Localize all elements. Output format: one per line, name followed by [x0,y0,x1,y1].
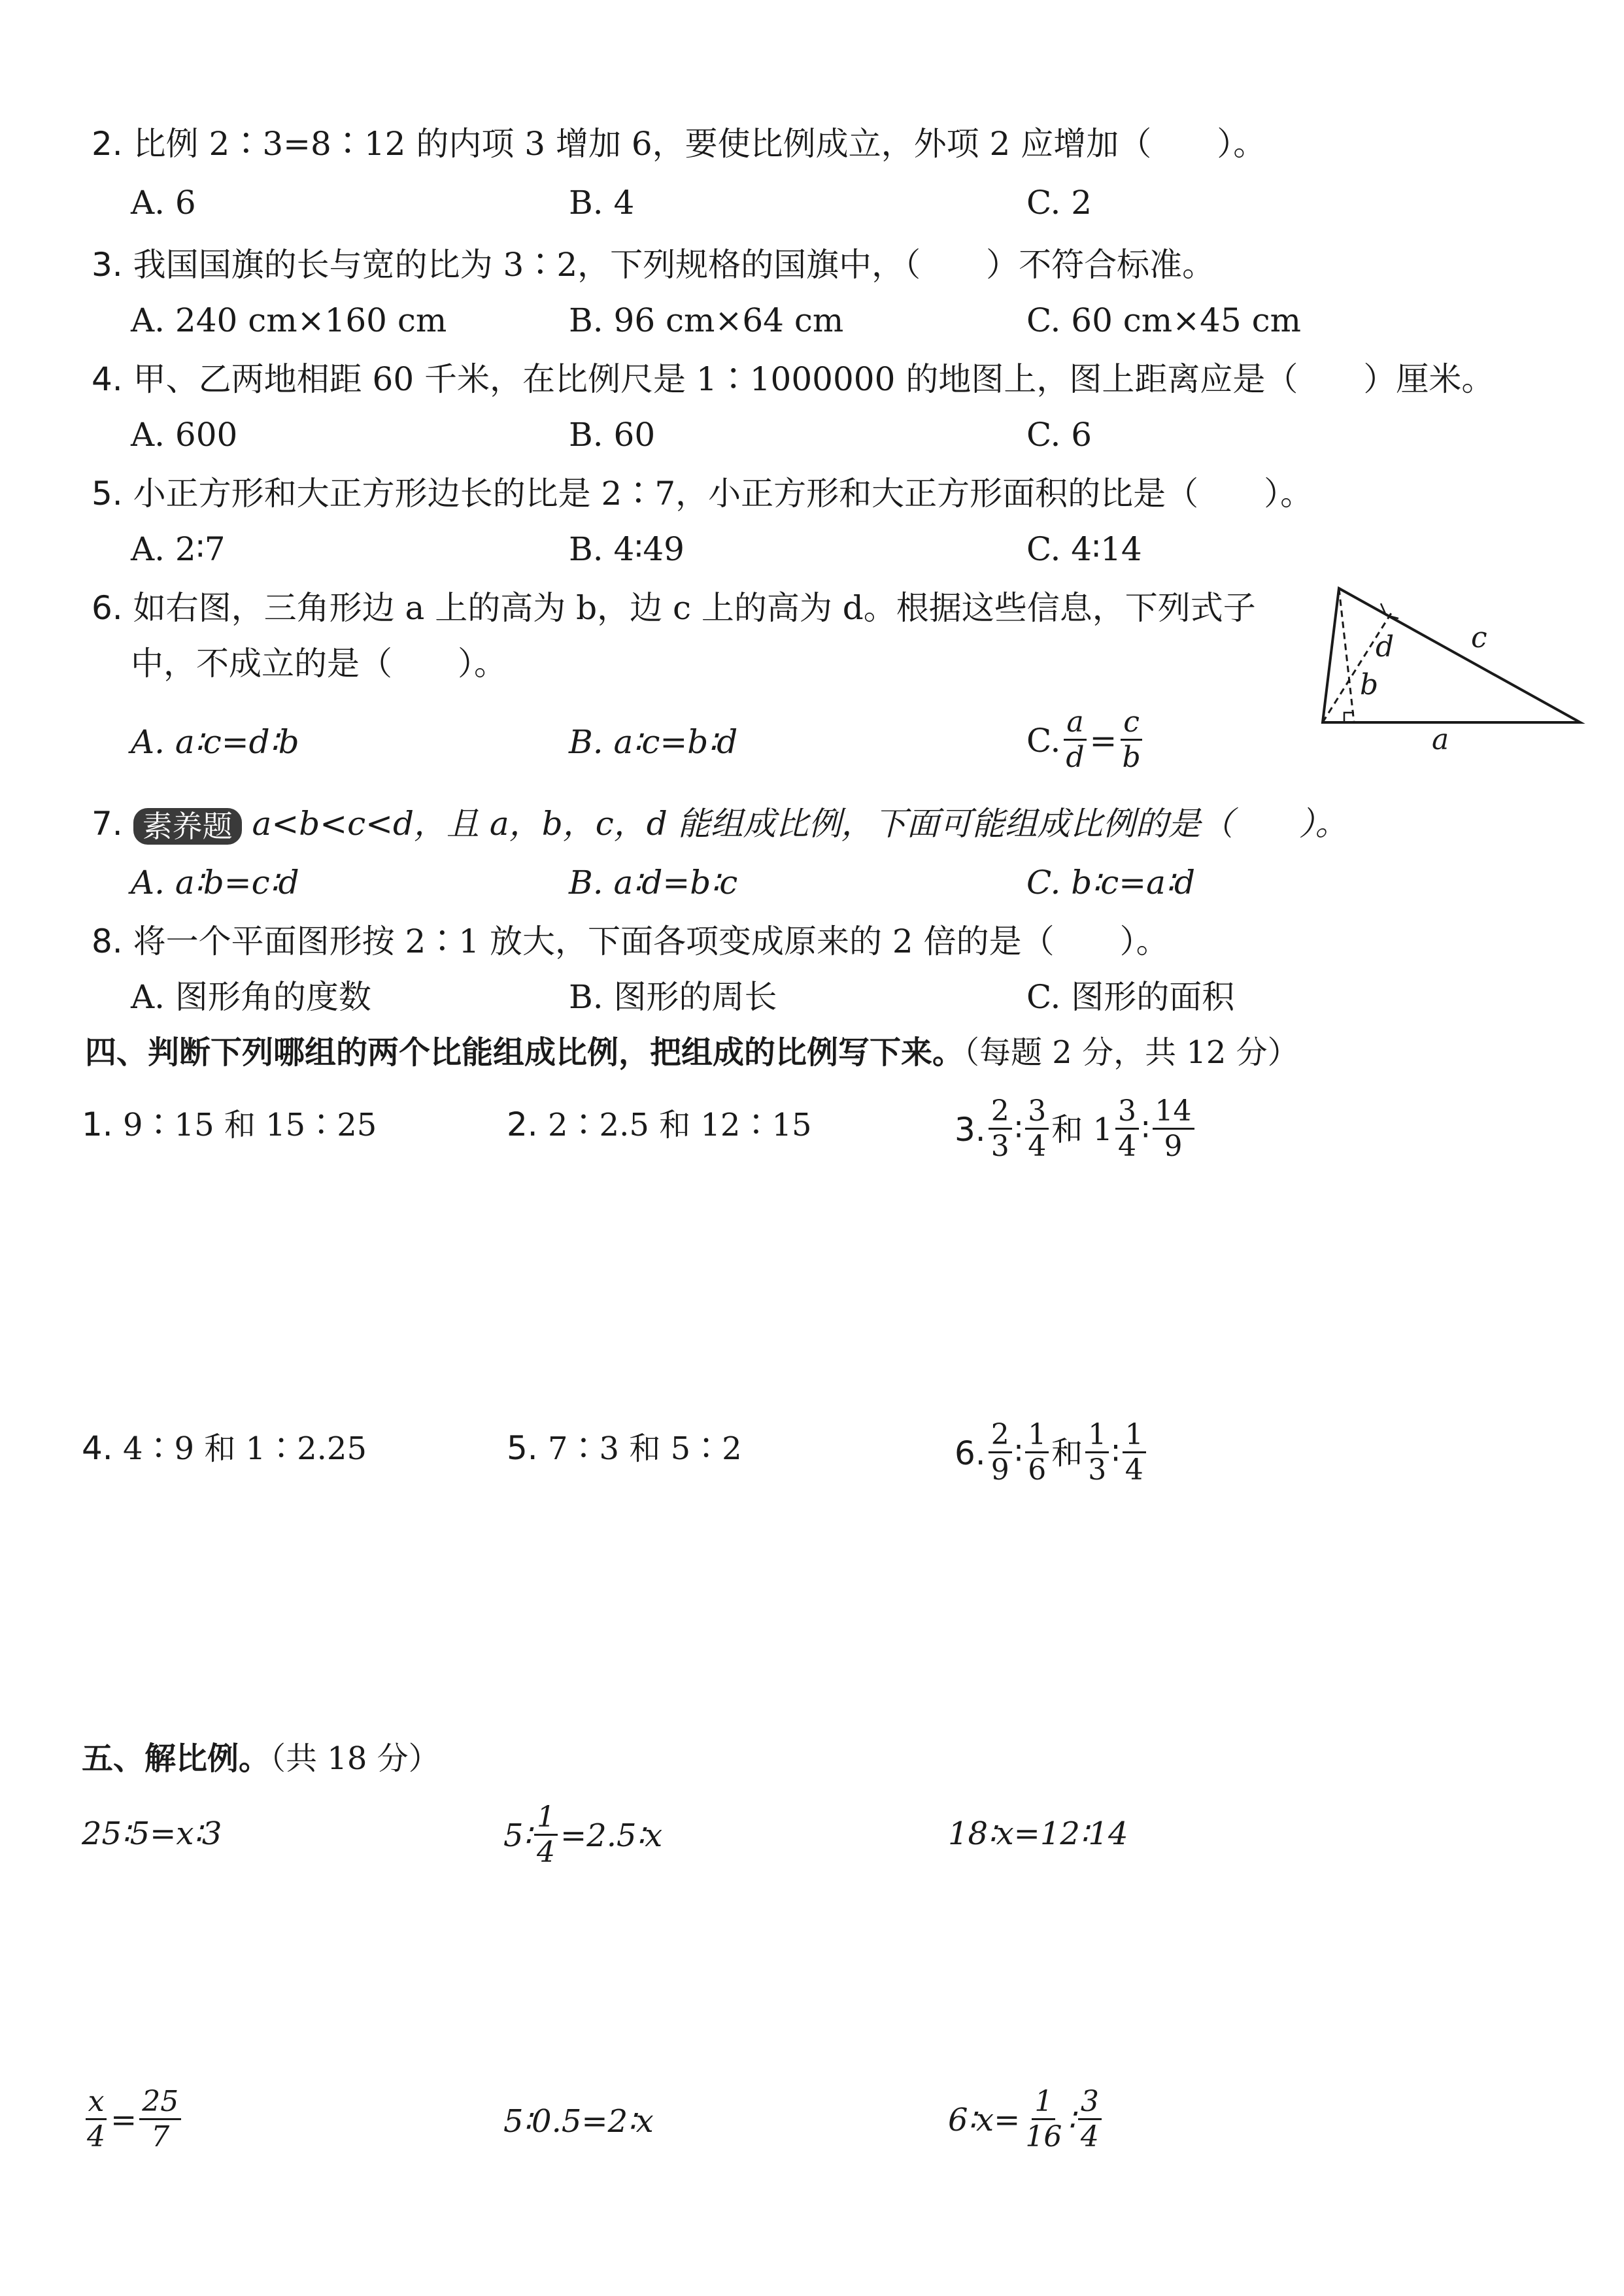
option-c[interactable]: C. 6 [1026,416,1092,454]
fraction [1063,706,1087,775]
item-number: 2. [507,1106,538,1143]
section-points: （每题 2 分，共 12 分） [964,1034,1299,1071]
option-b[interactable]: B. 图形的周长 [569,978,777,1016]
fraction [1085,1419,1109,1487]
numerator: 3 [1025,1095,1049,1130]
question-number: 7. [92,805,123,843]
question-number: 3. [92,246,123,284]
option-b[interactable]: B. 96 cm×64 cm [569,301,844,339]
question-5 [92,474,1313,513]
ratio-colon: ∶ [1014,1434,1023,1472]
question-text-line2: 中，不成立的是（ ）。 [131,645,507,683]
fraction [1025,1419,1049,1487]
question-number: 8. [92,922,123,960]
fraction [1023,2085,1064,2154]
question-8 [92,922,1169,961]
label-b: b [1360,668,1379,701]
option-c-label: C. [1026,721,1061,760]
option-c[interactable]: C. 图形的面积 [1026,978,1235,1016]
equation-3: 18∶x=12∶14 [948,1815,1128,1852]
numerator: 1 [534,1801,558,1836]
numerator: 1 [1025,1419,1049,1453]
numerator: c [1121,706,1142,741]
question-text-line1: 如右图，三角形边 a 上的高为 b，边 c 上的高为 d。根据这些信息，下列式子 [133,589,1256,627]
equation-5: 5∶0.5=2∶x [503,2103,654,2140]
and-word: 和 [1051,1434,1083,1472]
denominator: b [1122,741,1141,774]
denominator: 4 [1080,2120,1099,2153]
fraction [1115,1095,1139,1164]
option-b[interactable]: B. 60 [569,416,656,454]
question-text: 我国国旗的长与宽的比为 3∶2，下列规格的国旗中，（ ）不符合标准。 [133,246,1215,284]
question-text: 比例 2∶3=8∶12 的内项 3 增加 6，要使比例成立，外项 2 应增加（ ）。 [133,125,1266,163]
question-7 [92,804,1348,845]
equation-6 [948,2085,1104,2154]
fraction [1078,2085,1102,2154]
label-d: d [1376,630,1395,664]
denominator: 4 [1028,1130,1047,1163]
triangle-outline [1323,588,1580,722]
ratio-colon: ∶ [1142,1111,1150,1148]
s4-item-6 [955,1419,1149,1487]
question-text: 将一个平面图形按 2∶1 放大，下面各项变成原来的 2 倍的是（ ）。 [133,922,1169,960]
s4-item-2 [507,1105,812,1145]
item-number: 1. [82,1106,113,1143]
option-b[interactable]: B. a∶c=b∶d [569,723,738,761]
denominator: 3 [1088,1453,1107,1487]
numerator: 2 [989,1095,1012,1130]
question-text: a<b<c<d，且 a，b，c，d 能组成比例，下面可能组成比例的是（ ）。 [252,805,1348,843]
question-number: 6. [92,589,123,627]
option-a[interactable]: A. 2∶7 [131,530,226,568]
fraction [139,2085,181,2154]
fraction [84,2085,108,2154]
fraction [1153,1095,1194,1164]
numerator: 1 [1032,2085,1055,2120]
item-number: 6. [955,1434,986,1472]
option-a[interactable]: A. 240 cm×160 cm [131,301,447,339]
ratio-colon: ∶ [1067,2101,1075,2138]
section-points: （共 18 分） [270,1740,440,1777]
denominator: 9 [990,1453,1009,1487]
denominator: 4 [1118,1130,1137,1163]
question-2 [92,124,1266,163]
option-b[interactable]: B. 4∶49 [569,530,685,568]
numerator: 3 [1115,1095,1139,1130]
numerator: 3 [1078,2085,1102,2120]
denominator: 16 [1025,2120,1062,2153]
option-a[interactable]: A. a∶b=c∶d [131,864,299,902]
denominator: d [1066,741,1085,774]
option-c[interactable]: C. 4∶14 [1026,530,1142,568]
option-a[interactable]: A. 图形角的度数 [131,978,371,1016]
s4-item-3 [955,1095,1197,1164]
item-text: 4∶9 和 1∶2.25 [122,1430,367,1467]
fraction [534,1801,558,1870]
ratio-colon: ∶ [1014,1111,1023,1148]
item-number: 5. [507,1429,538,1467]
numerator: 1 [1123,1419,1146,1453]
option-a[interactable]: A. 600 [131,416,238,454]
section-title-text: 五、解比例。 [82,1740,271,1777]
question-number: 5. [92,475,123,513]
fraction [1123,1419,1146,1487]
equation-1: 25∶5=x∶3 [82,1815,222,1852]
option-c[interactable]: C. b∶c=a∶d [1026,864,1196,902]
section-4-title [85,1033,1299,1072]
option-a[interactable]: A. 6 [131,184,196,222]
question-4 [92,360,1494,399]
ratio-colon: ∶ [1111,1434,1120,1472]
numerator: x [86,2085,107,2120]
item-text: 2∶2.5 和 12∶15 [547,1107,812,1143]
denominator: 6 [1028,1453,1047,1487]
section-5-title [82,1739,440,1778]
item-number: 4. [82,1429,113,1467]
option-c[interactable]: C. 60 cm×45 cm [1026,301,1302,339]
denominator: 4 [87,2120,105,2153]
item-text: 9∶15 和 15∶25 [122,1107,377,1143]
triangle-figure [1308,582,1595,752]
option-c[interactable]: C. 2 [1026,184,1092,222]
numerator: 25 [139,2085,181,2120]
s4-item-4 [82,1428,367,1468]
numerator: 14 [1153,1095,1194,1130]
label-c: c [1471,621,1487,654]
question-text: 甲、乙两地相距 60 千米，在比例尺是 1∶1000000 的地图上，图上距离应是（ ）厘米。 [133,360,1495,398]
option-c[interactable] [1026,706,1146,775]
denominator: 3 [990,1130,1009,1163]
section-title-text: 四、判断下列哪组的两个比能组成比例，把组成的比例写下来。 [85,1034,964,1071]
item-text: 7∶3 和 5∶2 [547,1430,742,1467]
denominator: 4 [537,1836,556,1869]
item-number: 3. [955,1110,986,1149]
numerator: 2 [989,1419,1012,1453]
label-a: a [1432,723,1449,752]
option-a[interactable]: A. a∶c=d∶b [131,723,299,761]
denominator: 4 [1125,1453,1143,1487]
fraction [1119,706,1143,775]
question-3 [92,245,1215,284]
literacy-badge: 素养题 [133,808,242,845]
option-b[interactable]: B. 4 [569,184,635,222]
and-word: 和 1 [1051,1111,1113,1148]
equals-sign: = [110,2101,137,2138]
equals-sign: = [1089,721,1117,760]
question-number: 2. [92,125,123,163]
fraction [989,1419,1012,1487]
equation-4 [82,2085,184,2154]
denominator: 9 [1164,1130,1183,1163]
numerator: a [1064,706,1086,741]
denominator: 7 [151,2120,170,2153]
question-text: 小正方形和大正方形边长的比是 2∶7，小正方形和大正方形面积的比是（ ）。 [133,475,1313,513]
question-6 [92,588,1256,628]
fraction [989,1095,1012,1164]
question-number: 4. [92,360,123,398]
s4-item-1 [82,1105,377,1145]
height-b-line [1339,588,1354,722]
right-angle-mark-d [1381,603,1398,618]
eq-part: 5∶ [503,1817,532,1854]
s4-item-5 [507,1428,742,1468]
fraction [1025,1095,1049,1164]
option-b[interactable]: B. a∶d=b∶c [569,864,738,902]
equation-2 [503,1801,662,1870]
numerator: 1 [1085,1419,1109,1453]
eq-part: 6∶x= [948,2101,1021,2138]
eq-part: =2.5∶x [560,1817,663,1854]
